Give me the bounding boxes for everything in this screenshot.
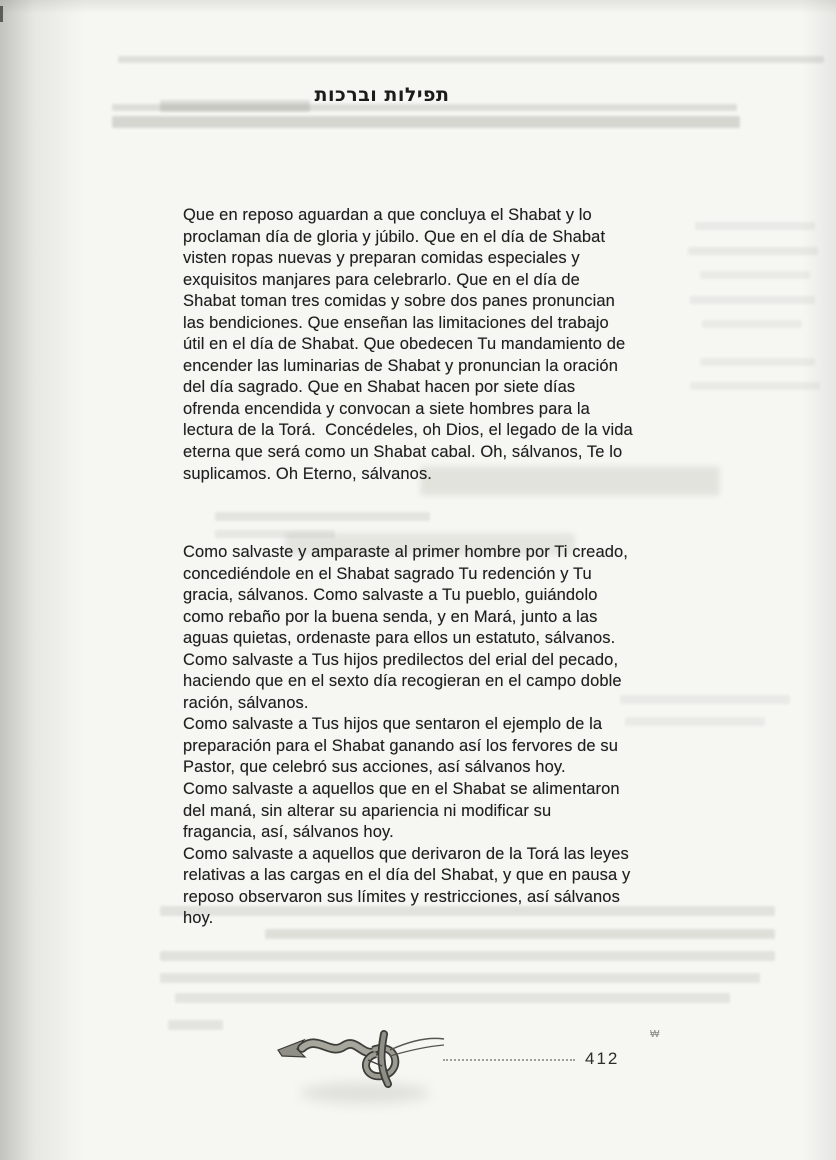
text-line: útil en el día de Shabat. Que obedecen Tu mandamiento de [183, 335, 626, 354]
ghost-band [112, 116, 740, 128]
ghost-band [118, 56, 824, 63]
page-spine-shadow [0, 0, 85, 1160]
text-line: concediéndole en el Shabat sagrado Tu redención y Tu [183, 564, 592, 583]
text-line: gracia, sálvanos. Como salvaste a Tu pueblo, guiándolo [183, 586, 598, 605]
text-line: lectura de la Torá. Concédeles, oh Dios, el legado de la vida [183, 421, 633, 440]
text-line: eterna que será como un Shabat cabal. Oh, sálvanos, Te lo [183, 443, 623, 462]
text-line: hoy. [183, 909, 214, 928]
text-line: aguas quietas, ordenaste para ellos un estatuto, sálvanos. [183, 629, 616, 648]
text-line: Como salvaste y amparaste al primer hombre por Ti creado, [183, 543, 628, 561]
page-right-shadow [802, 0, 836, 1160]
ghost-line [175, 993, 730, 1003]
footer-dotted-rule [443, 1059, 575, 1061]
text-line: reposo observaron sus límites y restricciones, así sálvanos [183, 887, 620, 906]
ribbon-flourish-icon [276, 1026, 446, 1090]
hebrew-section-title: תפילות וברכות [314, 84, 450, 106]
text-line: ración, sálvanos. [183, 693, 309, 712]
text-line: ofrenda encendida y convocan a siete hombres para la [183, 399, 590, 418]
text-line: del maná, sin alterar su apariencia ni modificar su [183, 801, 552, 820]
ghost-line [160, 973, 760, 983]
text-line: haciendo que en el sexto día recogieran en el campo doble [183, 672, 622, 691]
text-line: Como salvaste a Tus hijos que sentaron el ejemplo de la [183, 715, 603, 734]
ghost-line [690, 296, 815, 304]
ghost-line [700, 358, 815, 366]
page-number: 412 [585, 1049, 620, 1068]
ghost-line [265, 929, 775, 939]
text-line: del día sagrado. Que en Shabat hacen por siete días [183, 378, 576, 397]
text-line: Que en reposo aguardan a que concluya el Shabat y lo [183, 206, 592, 224]
text-line: proclaman día de gloria y júbilo. Que en el día de Shabat [183, 227, 606, 246]
ghost-line [695, 222, 815, 230]
ghost-line [168, 1020, 223, 1030]
page-top-shadow [0, 0, 836, 14]
text-line: encender las luminarias de Shabat y pronuncian la oración [183, 356, 618, 375]
text-line: como rebaño por la buena senda, y en Mará, junto a las [183, 607, 598, 626]
text-line: visten ropas nuevas y preparan comidas especiales y [183, 249, 580, 268]
text-line: Pastor, que celebró sus acciones, así sálvanos hoy. [183, 758, 566, 777]
ghost-line [690, 382, 820, 390]
text-line: Shabat toman tres comidas y sobre dos panes pronuncian [183, 292, 615, 311]
ghost-line [215, 512, 430, 521]
prayer-paragraph-2 [183, 542, 679, 930]
text-line: Como salvaste a Tus hijos predilectos del erial del pecado, [183, 650, 619, 669]
text-line: fragancia, así, sálvanos hoy. [183, 823, 394, 842]
text-line: relativas a las cargas en el día del Shabat, y que en pausa y [183, 866, 631, 885]
ghost-line [688, 247, 818, 255]
scan-edge-mark [0, 6, 3, 22]
ghost-line [702, 320, 802, 328]
ghost-line [700, 271, 810, 279]
text-line: suplicamos. Oh Eterno, sálvanos. [183, 464, 432, 483]
text-line: Como salvaste a aquellos que derivaron de la Torá las leyes [183, 844, 629, 863]
text-line: las bendiciones. Que enseñan las limitaciones del trabajo [183, 313, 609, 332]
text-line: Como salvaste a aquellos que en el Shabat se alimentaron [183, 780, 620, 799]
prayer-paragraph-1 [183, 205, 679, 485]
text-line: preparación para el Shabat ganando así los fervores de su [183, 736, 618, 755]
scan-speck: ₩ [650, 1029, 660, 1040]
text-line: exquisitos manjares para celebrarlo. Que en el día de [183, 270, 580, 289]
ghost-line [160, 951, 775, 961]
